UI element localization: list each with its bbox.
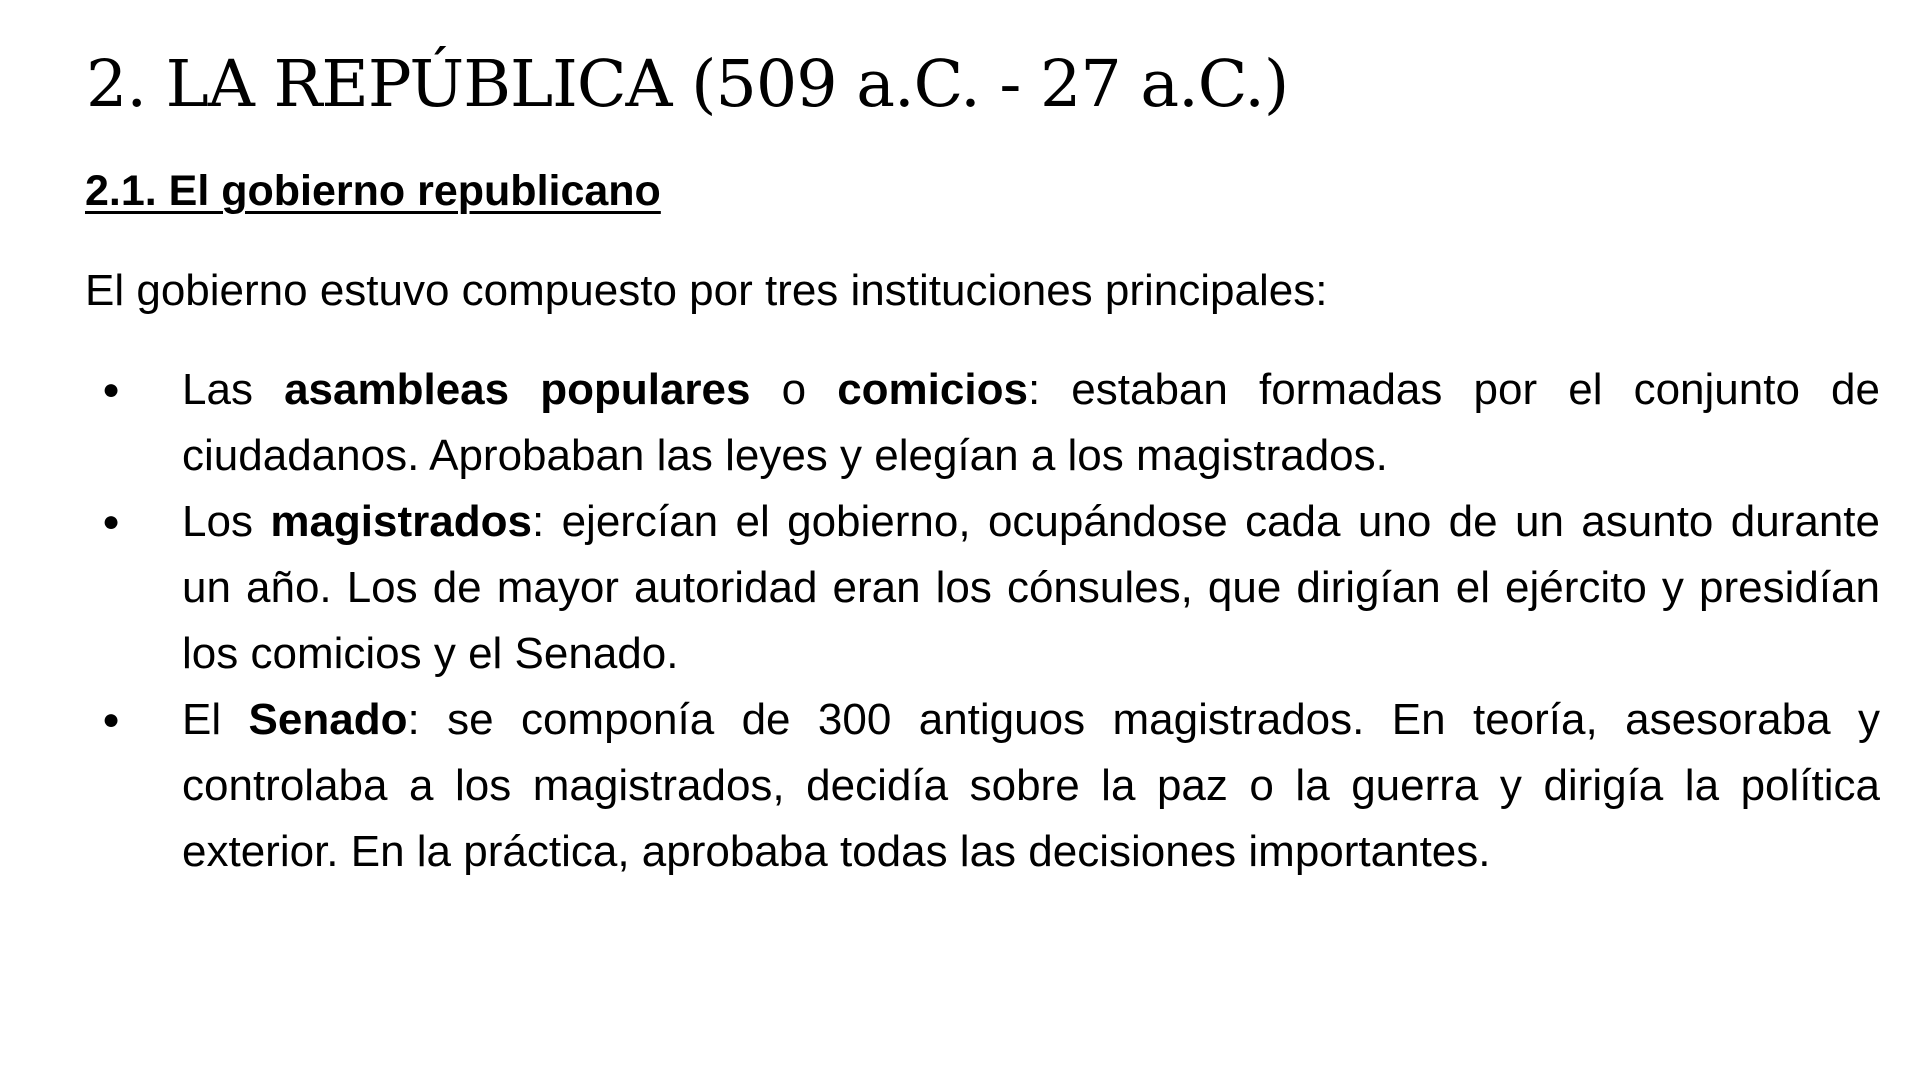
list-item-asambleas	[0, 357, 1880, 489]
section-heading: 2.1. El gobierno republicano	[85, 167, 661, 215]
list-item-senado	[0, 687, 1880, 885]
term-comicios: comicios	[837, 365, 1028, 414]
institutions-list	[0, 357, 1880, 885]
intro-paragraph: El gobierno estuvo compuesto por tres instituciones principales:	[85, 266, 1328, 315]
bullet-icon: ●	[102, 703, 121, 736]
item-prefix: Las	[182, 365, 285, 414]
term-asambleas-populares: asambleas populares	[284, 365, 751, 414]
page-title: 2. LA REPÚBLICA (509 a.C. - 27 a.C.)	[86, 47, 1289, 122]
list-item-magistrados	[0, 489, 1880, 687]
item-prefix: El	[182, 695, 249, 744]
term-senado: Senado	[248, 695, 408, 744]
item-description: : se componía de 300 antiguos magistrados. En teoría, asesoraba y controlaba a los magistrados, decidía sobre la paz o la guerra y dirigía la política exterior. En la práctica, aprobaba todas las decisiones importantes.	[182, 695, 1880, 876]
item-description: : estaban formadas por el conjunto de ciudadanos. Aprobaban las leyes y elegían a los magistrados.	[182, 365, 1880, 480]
item-prefix: Los	[182, 497, 271, 546]
bullet-icon: ●	[102, 373, 121, 406]
bullet-icon: ●	[102, 505, 121, 538]
item-connector: o	[750, 365, 838, 414]
term-magistrados: magistrados	[270, 497, 532, 546]
item-description: : ejercían el gobierno, ocupándose cada uno de un asunto durante un año. Los de mayor autoridad eran los cónsules, que dirigían el ejército y presidían los comicios y el Senado.	[182, 497, 1880, 678]
